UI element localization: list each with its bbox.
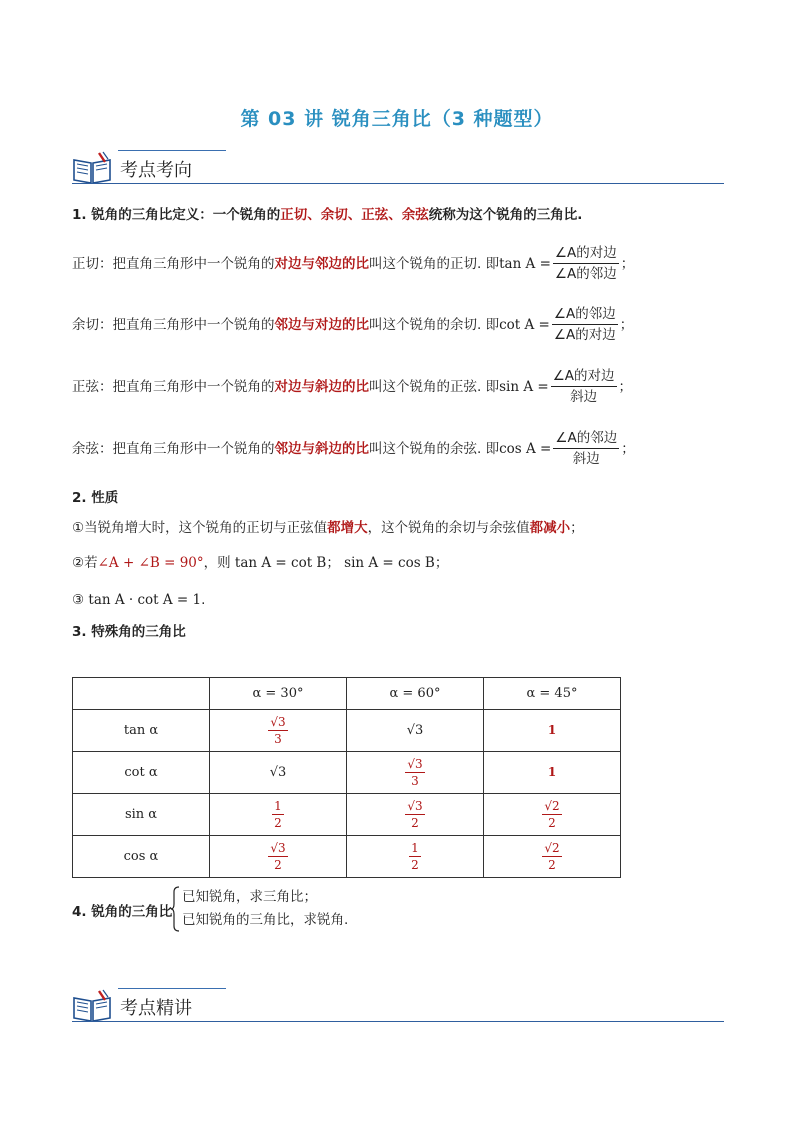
open-book-icon xyxy=(72,988,112,1022)
def-key: 邻边与斜边的比 xyxy=(274,440,369,457)
table-header-cell xyxy=(73,678,210,710)
def-text: ：把直角三角形中一个锐角的 xyxy=(99,378,275,395)
intro-terms: 正切、余切、正弦、余弦 xyxy=(280,207,429,223)
trig-table xyxy=(72,677,621,878)
def-sin: 正弦 ：把直角三角形中一个锐角的 对边与斜边的比 叫这个锐角的正弦. 即 sin A = $\frac{\text{∠A的对边}}{\text{斜边}}$ ； xyxy=(72,368,633,405)
def-tan: 正切 ：把直角三角形中一个锐角的 对边与邻边的比 叫这个锐角的正切. 即 tan A = $\frac{\text{∠A的对边}}{\text{∠A的邻边}}$ ； xyxy=(72,245,635,282)
def-name: 正切 xyxy=(72,255,99,272)
table-row xyxy=(73,794,621,836)
properties-heading: 2. 性质 xyxy=(72,490,119,506)
row-label: tan α xyxy=(73,710,210,752)
def-fn: cos A = xyxy=(499,440,552,457)
table-cell: √3 xyxy=(210,752,347,794)
def-fraction: $\frac{\text{∠A的对边}}{\text{斜边}}$ xyxy=(552,368,615,405)
def-key: 邻边与对边的比 xyxy=(274,316,369,333)
section-decoration-line xyxy=(118,988,226,989)
table-row xyxy=(73,836,621,878)
table-cell: $\frac{1}{2}$ xyxy=(210,794,347,836)
row-label: cos α xyxy=(73,836,210,878)
table-cell: $\frac{√3}{2}$ xyxy=(347,794,484,836)
special-angles-heading: 3. 特殊角的三角比 xyxy=(72,624,186,640)
section-heading: 考点精讲 xyxy=(120,998,192,1019)
def-text: 叫这个锐角的余切. 即 xyxy=(369,316,500,333)
table-header-cell: α = 60° xyxy=(347,678,484,710)
left-brace-icon xyxy=(170,886,180,932)
table-cell: $\frac{√3}{2}$ xyxy=(210,836,347,878)
condition-formula: ∠A + ∠B = 90° xyxy=(97,555,204,571)
def-text: ：把直角三角形中一个锐角的 xyxy=(99,255,275,272)
table-row xyxy=(73,752,621,794)
section-heading: 考点考向 xyxy=(120,160,192,181)
def-text: 叫这个锐角的正切. 即 xyxy=(369,255,500,272)
open-book-icon xyxy=(72,150,112,184)
list-item: 已知锐角，求三角比； xyxy=(182,889,317,905)
section-header-2 xyxy=(72,988,724,1024)
table-header-cell: α = 45° xyxy=(484,678,621,710)
def-text: ：把直角三角形中一个锐角的 xyxy=(99,440,275,457)
def-name: 余切 xyxy=(72,316,99,333)
table-header-row xyxy=(73,678,621,710)
def-name: 正弦 xyxy=(72,378,99,395)
row-label: cot α xyxy=(73,752,210,794)
def-fraction: $\frac{\text{∠A的对边}}{\text{∠A的邻边}}$ xyxy=(554,245,617,282)
list-item: 已知锐角的三角比，求锐角. xyxy=(182,912,349,928)
row-label: sin α xyxy=(73,794,210,836)
property-2: ②若∠A + ∠B = 90°，则 tan A = cot B； sin A = cos B； xyxy=(72,555,449,571)
def-text: 叫这个锐角的正弦. 即 xyxy=(369,378,500,395)
section-decoration-line xyxy=(118,150,226,151)
def-fraction: $\frac{\text{∠A的邻边}}{\text{∠A的对边}}$ xyxy=(553,306,616,343)
intro-text-end: 统称为这个锐角的三角比. xyxy=(428,207,583,223)
table-cell: $\frac{√3}{3}$ xyxy=(210,710,347,752)
page-title: 第 03 讲 锐角三角比（3 种题型） xyxy=(240,108,554,130)
def-key: 对边与斜边的比 xyxy=(274,378,369,395)
def-cos: 余弦 ：把直角三角形中一个锐角的 邻边与斜边的比 叫这个锐角的余弦. 即 cos A = $\frac{\text{∠A的邻边}}{\text{斜边}}$ ； xyxy=(72,430,635,467)
def-text: 叫这个锐角的余弦. 即 xyxy=(369,440,500,457)
def-cot: 余切 ：把直角三角形中一个锐角的 邻边与对边的比 叫这个锐角的余切. 即 cot A = $\frac{\text{∠A的邻边}}{\text{∠A的对边}}$ ； xyxy=(72,306,634,343)
def-fraction: $\frac{\text{∠A的邻边}}{\text{斜边}}$ xyxy=(555,430,618,467)
table-cell: 1 xyxy=(484,710,621,752)
section-rule xyxy=(72,183,724,184)
table-cell: 1 xyxy=(484,752,621,794)
def-fn: cot A = xyxy=(499,316,550,333)
table-cell: $\frac{√2}{2}$ xyxy=(484,794,621,836)
property-3: ③ tan A · cot A = 1. xyxy=(72,592,206,608)
table-cell: $\frac{1}{2}$ xyxy=(347,836,484,878)
definition-intro xyxy=(72,205,582,225)
def-key: 对边与邻边的比 xyxy=(274,255,369,272)
intro-text: 1. 锐角的三角比定义：一个锐角的 xyxy=(72,207,281,223)
def-fn: tan A = xyxy=(499,255,551,272)
property-1: ①当锐角增大时，这个锐角的正切与正弦值都增大，这个锐角的余切与余弦值都减小； xyxy=(72,520,584,536)
def-name: 余弦 xyxy=(72,440,99,457)
table-cell: √3 xyxy=(347,710,484,752)
table-cell: $\frac{√2}{2}$ xyxy=(484,836,621,878)
table-cell: $\frac{√3}{3}$ xyxy=(347,752,484,794)
section-rule xyxy=(72,1021,724,1022)
def-text: ：把直角三角形中一个锐角的 xyxy=(99,316,275,333)
inverse-items xyxy=(182,886,348,932)
def-fn: sin A = xyxy=(499,378,549,395)
section-header-1 xyxy=(72,150,724,186)
table-header-cell: α = 30° xyxy=(210,678,347,710)
table-row xyxy=(73,710,621,752)
inverse-label: 4. 锐角的三角比 xyxy=(72,904,173,920)
